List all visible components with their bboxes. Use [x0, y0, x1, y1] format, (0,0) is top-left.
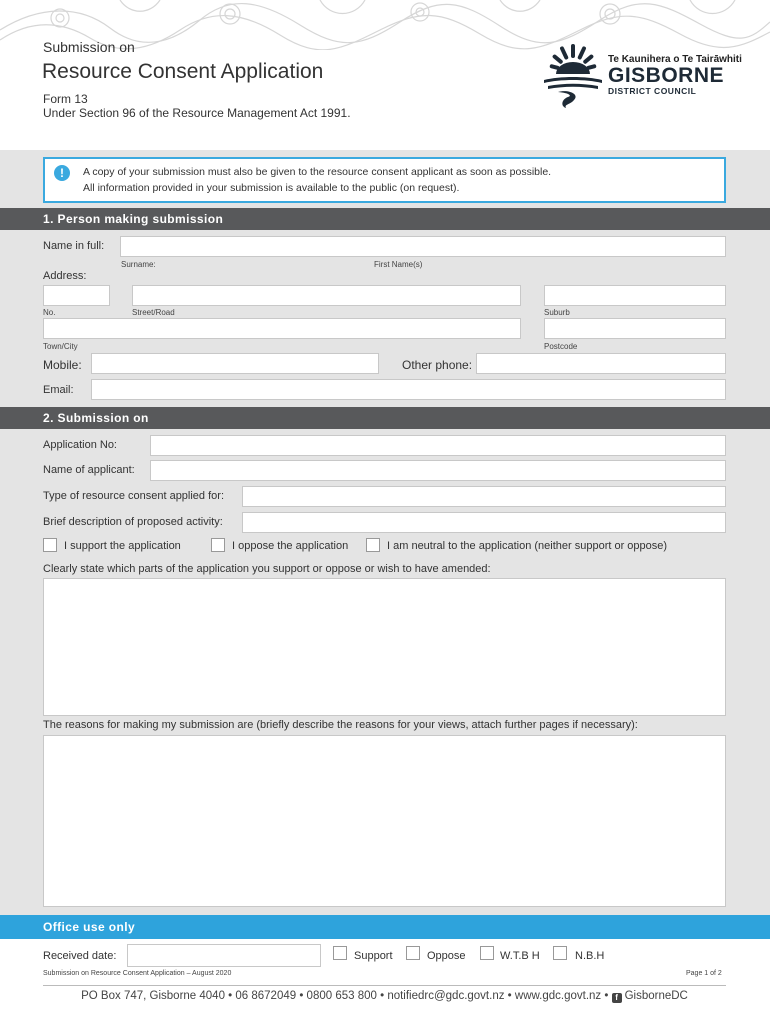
other-phone-field[interactable] — [476, 353, 726, 374]
street-field[interactable] — [132, 285, 521, 306]
description-label: Brief description of proposed activity: — [43, 516, 223, 528]
form-number: Form 13 — [43, 92, 88, 106]
office-oppose-label: Oppose — [427, 950, 466, 962]
support-label: I support the application — [64, 540, 181, 552]
first-name-caption: First Name(s) — [374, 260, 423, 269]
oppose-label: I oppose the application — [232, 540, 349, 552]
council-logo — [540, 42, 742, 112]
town-field[interactable] — [43, 318, 521, 339]
footer-facebook-handle[interactable]: GisborneDC — [624, 990, 688, 1002]
oppose-checkbox[interactable] — [211, 538, 225, 552]
page-header — [0, 0, 770, 150]
street-caption: Street/Road — [132, 308, 175, 317]
sun-logo-icon — [540, 42, 606, 110]
full-name-field[interactable] — [120, 236, 726, 257]
suburb-field[interactable] — [544, 285, 726, 306]
logo-name: GISBORNE — [608, 64, 725, 87]
description-field[interactable] — [242, 512, 726, 533]
mobile-field[interactable] — [91, 353, 379, 374]
office-wtbh-checkbox[interactable] — [480, 946, 494, 960]
postcode-caption: Postcode — [544, 342, 578, 351]
applicant-label: Name of applicant: — [43, 464, 135, 476]
footer-contact-text: PO Box 747, Gisborne 4040 • 06 8672049 • 0800 653 800 • notifiedrc@gdc.govt.nz • www.gdc.govt.nz • — [81, 990, 612, 1002]
postcode-field[interactable] — [544, 318, 726, 339]
footer-contact — [43, 990, 726, 1003]
info-notice — [43, 157, 726, 203]
other-phone-label: Other phone: — [402, 358, 473, 372]
neutral-checkbox[interactable] — [366, 538, 380, 552]
town-caption: Town/City — [43, 342, 78, 351]
parts-label: Clearly state which parts of the application you support or oppose or wish to have amended: — [43, 563, 491, 575]
mobile-label: Mobile: — [43, 358, 82, 372]
consent-type-label: Type of resource consent applied for: — [43, 490, 224, 502]
form-subtitle: Submission on — [43, 39, 135, 55]
office-support-checkbox[interactable] — [333, 946, 347, 960]
address-label: Address: — [43, 270, 87, 282]
office-oppose-checkbox[interactable] — [406, 946, 420, 960]
parts-textarea[interactable] — [43, 578, 726, 716]
reasons-textarea[interactable] — [43, 735, 726, 907]
email-field[interactable] — [91, 379, 726, 400]
office-nbh-label: N.B.H — [575, 950, 605, 962]
office-support-label: Support — [354, 950, 393, 962]
application-no-field[interactable] — [150, 435, 726, 456]
notice-text-2: All information provided in your submission is available to the public (on request). — [83, 182, 460, 194]
office-wtbh-label: W.T.B H — [500, 950, 540, 962]
received-date-label: Received date: — [43, 950, 117, 962]
suburb-caption: Suburb — [544, 308, 570, 317]
reasons-label: The reasons for making my submission are (briefly describe the reasons for your views, attach further pages if necessary): — [43, 719, 638, 731]
office-nbh-checkbox[interactable] — [553, 946, 567, 960]
received-date-field[interactable] — [127, 944, 321, 967]
application-no-label: Application No: — [43, 439, 117, 451]
act-reference: Under Section 96 of the Resource Management Act 1991. — [43, 106, 351, 120]
notice-text-1: A copy of your submission must also be given to the resource consent applicant as soon as possible. — [83, 166, 552, 178]
page-title: Resource Consent Application — [42, 60, 324, 83]
applicant-name-field[interactable] — [150, 460, 726, 481]
email-label: Email: — [43, 384, 74, 396]
support-checkbox[interactable] — [43, 538, 57, 552]
logo-subname: DISTRICT COUNCIL — [608, 86, 697, 96]
consent-type-field[interactable] — [242, 486, 726, 507]
logo-maori-name: Te Kaunihera o Te Tairāwhiti — [608, 54, 742, 65]
neutral-label: I am neutral to the application (neither support or oppose) — [387, 540, 668, 552]
section-1-heading: 1. Person making submission — [0, 208, 770, 230]
footer-document-name: Submission on Resource Consent Application – August 2020 — [43, 970, 232, 977]
address-number-field[interactable] — [43, 285, 110, 306]
facebook-icon: f — [612, 993, 622, 1003]
number-caption: No. — [43, 308, 56, 317]
footer-divider — [43, 985, 726, 986]
section-2-heading: 2. Submission on — [0, 407, 770, 429]
info-icon: ! — [54, 165, 70, 181]
footer-page-number: Page 1 of 2 — [686, 970, 722, 977]
office-use-heading: Office use only — [0, 915, 770, 939]
name-label: Name in full: — [43, 240, 105, 252]
surname-caption: Surname: — [121, 260, 156, 269]
